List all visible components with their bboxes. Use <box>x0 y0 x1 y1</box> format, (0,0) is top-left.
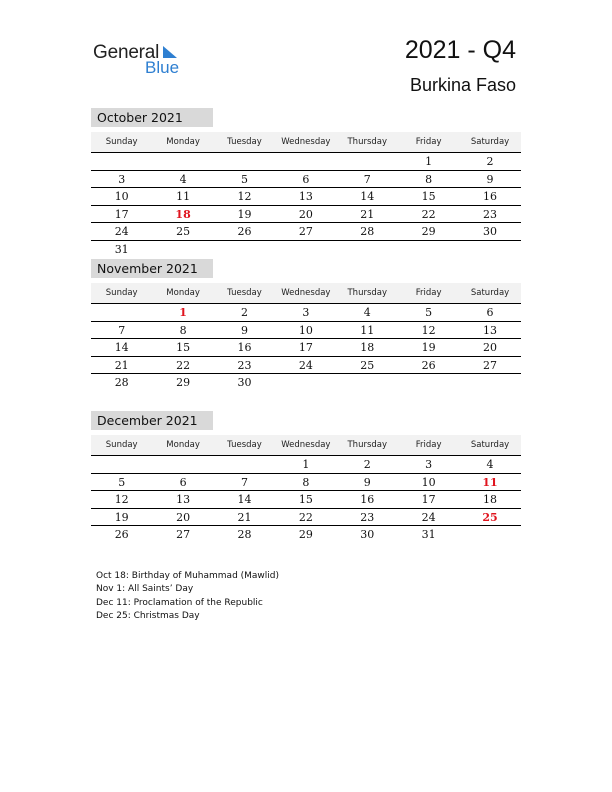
week-row <box>91 171 521 189</box>
day-cell: 9 <box>363 475 371 489</box>
day-cell: 24 <box>421 510 436 524</box>
day-cell <box>398 374 459 391</box>
day-cell: 6 <box>302 172 310 186</box>
weekday-label: Saturday <box>470 440 510 450</box>
weekday-label: Sunday <box>105 137 138 147</box>
day-cell <box>214 153 275 170</box>
weekday-label: Saturday <box>470 137 510 147</box>
day-cell: 20 <box>176 510 191 524</box>
week-row <box>91 509 521 527</box>
day-cell: 22 <box>421 207 436 221</box>
day-cell: 17 <box>298 341 313 354</box>
day-cell: 13 <box>298 190 313 203</box>
page-title: 2021 - Q4 <box>404 36 516 64</box>
week-row <box>91 153 521 171</box>
week-row <box>91 206 521 224</box>
day-cell: 4 <box>179 172 187 186</box>
day-cell: 12 <box>237 190 252 203</box>
day-cell: 9 <box>240 323 248 337</box>
day-cell <box>275 153 336 170</box>
day-cell <box>91 304 152 321</box>
week-row <box>91 374 521 391</box>
day-cell: 30 <box>360 528 375 541</box>
holiday-note: Dec 11: Proclamation of the Republic <box>96 597 263 608</box>
day-cell: 15 <box>298 493 313 506</box>
week-row <box>91 241 521 258</box>
week-row <box>91 456 521 474</box>
weekday-label: Thursday <box>347 288 388 298</box>
holiday-notes <box>96 570 279 624</box>
day-cell: 23 <box>237 358 252 372</box>
logo-general-text: General <box>93 42 160 63</box>
month-title: December 2021 <box>91 411 213 430</box>
day-cell: 2 <box>486 155 494 168</box>
weekday-label: Friday <box>415 137 442 147</box>
day-cell: 21 <box>114 358 129 372</box>
day-cell: 16 <box>237 341 252 354</box>
day-cell: 20 <box>483 341 498 354</box>
day-cell: 1 <box>425 155 433 168</box>
day-cell: 23 <box>360 510 375 524</box>
day-cell: 28 <box>237 528 252 541</box>
day-cell: 28 <box>114 376 129 389</box>
day-cell <box>214 456 275 473</box>
day-cell: 30 <box>237 376 252 389</box>
day-cell <box>337 153 398 170</box>
day-cell: 6 <box>179 475 187 489</box>
month-november <box>91 259 521 391</box>
day-cell: 11 <box>176 190 191 203</box>
day-cell: 25 <box>176 225 191 238</box>
day-cell: 5 <box>118 475 126 489</box>
holiday-day-cell: 18 <box>175 207 191 221</box>
day-cell: 16 <box>360 493 375 506</box>
day-cell: 25 <box>360 358 375 372</box>
day-cell: 7 <box>363 172 371 186</box>
day-cell: 2 <box>363 458 371 471</box>
week-row <box>91 322 521 340</box>
day-cell: 26 <box>421 358 436 372</box>
month-title: October 2021 <box>91 108 213 127</box>
week-row <box>91 526 521 543</box>
month-grid <box>91 456 521 543</box>
day-cell: 3 <box>302 306 310 319</box>
day-cell: 12 <box>114 493 129 506</box>
day-cell: 13 <box>483 323 498 337</box>
day-cell: 26 <box>114 528 129 541</box>
weekday-label: Thursday <box>347 440 388 450</box>
day-cell: 6 <box>486 306 494 319</box>
day-cell: 29 <box>298 528 313 541</box>
day-cell <box>91 456 152 473</box>
weekday-label: Tuesday <box>227 440 262 450</box>
day-cell: 9 <box>486 172 494 186</box>
day-cell: 11 <box>360 323 375 337</box>
day-cell <box>214 241 275 258</box>
day-cell <box>337 374 398 391</box>
day-cell: 22 <box>176 358 191 372</box>
day-cell: 4 <box>486 458 494 471</box>
holiday-day-cell: 25 <box>482 510 498 524</box>
month-december <box>91 411 521 543</box>
day-cell <box>459 241 520 258</box>
weekday-label: Monday <box>166 440 200 450</box>
day-cell <box>275 241 336 258</box>
day-cell: 2 <box>240 306 248 319</box>
day-cell <box>459 374 520 391</box>
day-cell: 26 <box>237 225 252 238</box>
day-cell: 13 <box>176 493 191 506</box>
day-cell: 10 <box>298 323 313 337</box>
weekday-label: Thursday <box>347 137 388 147</box>
week-row <box>91 491 521 509</box>
day-cell: 14 <box>237 493 252 506</box>
day-cell: 5 <box>240 172 248 186</box>
weekday-label: Wednesday <box>281 137 331 147</box>
day-cell: 8 <box>302 475 310 489</box>
day-cell: 21 <box>360 207 375 221</box>
day-cell: 23 <box>483 207 498 221</box>
day-cell: 10 <box>114 190 129 203</box>
day-cell: 16 <box>483 190 498 203</box>
day-cell: 18 <box>360 341 375 354</box>
day-cell: 31 <box>114 242 129 256</box>
day-cell: 18 <box>483 493 498 506</box>
day-cell: 24 <box>114 225 129 238</box>
day-cell <box>152 456 213 473</box>
day-cell <box>337 241 398 258</box>
logo-blue-text: Blue <box>145 58 180 77</box>
weekday-label: Friday <box>415 440 442 450</box>
weekday-label: Monday <box>166 288 200 298</box>
month-grid <box>91 153 521 257</box>
weekday-label: Sunday <box>105 288 138 298</box>
logo-triangle-icon <box>163 46 177 58</box>
day-cell: 14 <box>114 341 129 354</box>
weekday-label: Wednesday <box>281 440 331 450</box>
logo <box>93 42 193 78</box>
day-cell: 29 <box>421 225 436 238</box>
month-grid <box>91 304 521 391</box>
day-cell: 7 <box>240 475 248 489</box>
day-cell: 27 <box>298 225 313 238</box>
weekday-label: Monday <box>166 137 200 147</box>
day-cell: 8 <box>425 172 433 186</box>
day-cell: 15 <box>176 341 191 354</box>
holiday-note: Nov 1: All Saints’ Day <box>96 584 194 595</box>
day-cell: 22 <box>298 510 313 524</box>
day-cell <box>398 241 459 258</box>
day-cell: 21 <box>237 510 252 524</box>
day-cell: 29 <box>176 376 191 389</box>
month-title: November 2021 <box>91 259 213 278</box>
month-october <box>91 108 521 257</box>
day-cell: 12 <box>421 323 436 337</box>
day-cell: 3 <box>425 458 433 471</box>
day-cell: 8 <box>179 323 187 337</box>
day-cell <box>152 153 213 170</box>
holiday-day-cell: 11 <box>482 475 498 489</box>
holiday-day-cell: 1 <box>179 306 187 319</box>
holiday-note: Oct 18: Birthday of Muhammad (Mawlid) <box>96 571 280 581</box>
weekday-label: Wednesday <box>281 288 331 298</box>
country-name: Burkina Faso <box>409 75 516 95</box>
day-cell: 4 <box>363 306 371 319</box>
day-cell <box>91 153 152 170</box>
day-cell: 28 <box>360 225 375 238</box>
day-cell: 24 <box>298 358 313 372</box>
day-cell: 30 <box>483 225 498 238</box>
day-cell: 15 <box>421 190 436 203</box>
day-cell <box>275 374 336 391</box>
weekday-header <box>91 283 521 304</box>
weekday-label: Saturday <box>470 288 510 298</box>
day-cell: 19 <box>114 510 129 524</box>
day-cell: 5 <box>425 306 433 319</box>
day-cell: 31 <box>421 528 436 541</box>
weekday-header <box>91 132 521 153</box>
day-cell: 3 <box>118 172 126 186</box>
day-cell: 17 <box>421 493 436 506</box>
weekday-label: Sunday <box>105 440 138 450</box>
day-cell: 20 <box>298 207 313 221</box>
weekday-header <box>91 435 521 456</box>
week-row <box>91 304 521 322</box>
day-cell: 1 <box>302 458 310 471</box>
day-cell: 27 <box>483 358 498 372</box>
day-cell: 14 <box>360 190 375 203</box>
weekday-label: Friday <box>415 288 442 298</box>
week-row <box>91 188 521 206</box>
day-cell: 10 <box>421 475 436 489</box>
day-cell: 27 <box>176 528 191 541</box>
day-cell <box>152 241 213 258</box>
week-row <box>91 339 521 357</box>
day-cell: 17 <box>114 207 129 221</box>
day-cell: 19 <box>421 341 436 354</box>
week-row <box>91 357 521 375</box>
weekday-label: Tuesday <box>227 288 262 298</box>
day-cell <box>459 526 520 543</box>
week-row <box>91 474 521 492</box>
day-cell: 19 <box>237 207 252 221</box>
week-row <box>91 223 521 241</box>
weekday-label: Tuesday <box>227 137 262 147</box>
holiday-note: Dec 25: Christmas Day <box>96 611 200 622</box>
day-cell: 7 <box>118 323 126 337</box>
